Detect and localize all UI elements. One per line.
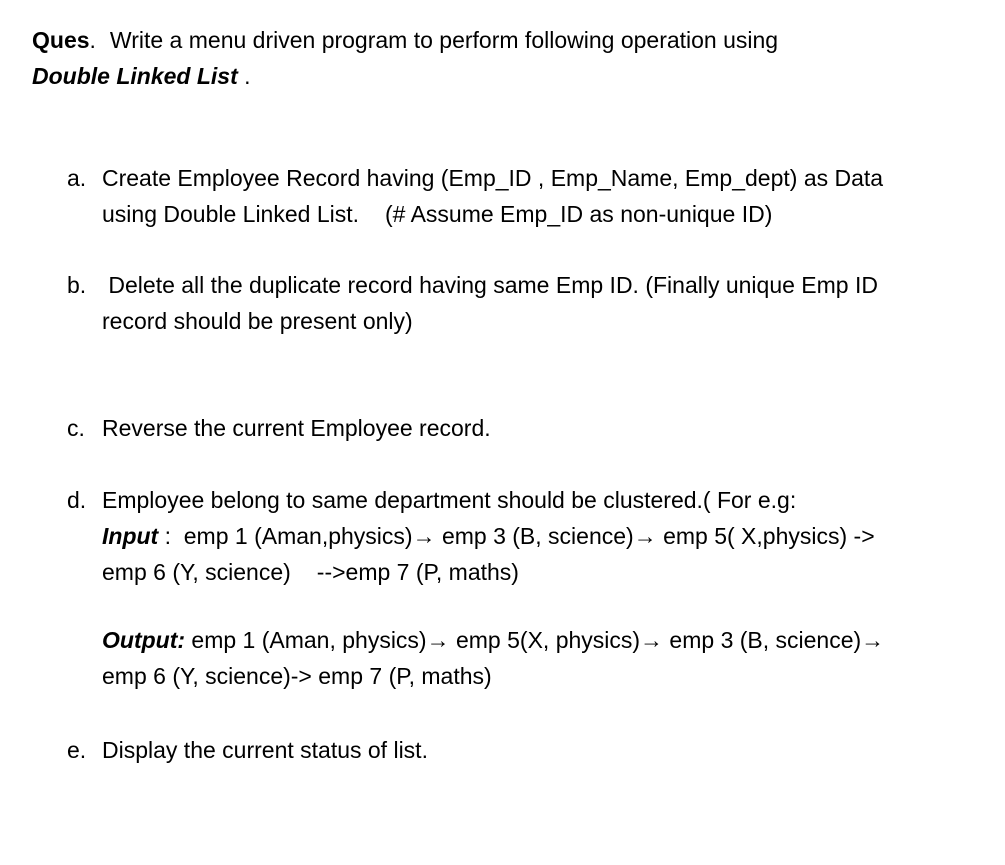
item-b-line-1: Delete all the duplicate record having same Emp ID. (Finally unique Emp ID bbox=[102, 272, 878, 298]
input-sequence-part-2a: emp 6 (Y, science) bbox=[102, 559, 291, 585]
item-body bbox=[102, 482, 967, 694]
item-a-line-2-part-2: (# Assume Emp_ID as non-unique ID) bbox=[385, 201, 773, 227]
item-letter: d. bbox=[67, 487, 87, 513]
question-line-1 bbox=[32, 22, 972, 58]
item-d-output-line-1 bbox=[102, 622, 967, 658]
item-c-line-1: Reverse the current Employee record. bbox=[102, 415, 491, 441]
item-letter: e. bbox=[67, 737, 87, 763]
list-item-d bbox=[67, 482, 967, 694]
item-a-line-2-part-1: using Double Linked List. bbox=[102, 201, 359, 227]
output-example bbox=[102, 622, 967, 694]
item-a-line-2 bbox=[102, 196, 967, 232]
question-topic: Double Linked List bbox=[32, 63, 238, 89]
list-item-b bbox=[67, 267, 967, 339]
item-letter: a. bbox=[67, 165, 87, 191]
item-b-line-2: record should be present only) bbox=[102, 308, 413, 334]
input-sequence-part-1: emp 1 (Aman,physics)→ emp 3 (B, science)→ emp 5( X,physics) -> bbox=[183, 523, 875, 549]
item-d-output-line-2: emp 6 (Y, science)-> emp 7 (P, maths) bbox=[102, 663, 492, 689]
question-line-2 bbox=[32, 58, 972, 94]
list-item-c bbox=[67, 410, 967, 446]
item-body bbox=[102, 160, 967, 232]
question-separator: . bbox=[89, 27, 96, 53]
input-label: Input bbox=[102, 523, 159, 549]
question-header bbox=[32, 22, 972, 94]
list-item-a bbox=[67, 160, 967, 232]
item-d-input-line-2 bbox=[102, 554, 967, 590]
item-letter: b. bbox=[67, 272, 87, 298]
question-prompt: Write a menu driven program to perform following operation using bbox=[109, 27, 779, 53]
item-d-input-line-1 bbox=[102, 518, 967, 554]
item-a-line-1: Create Employee Record having (Emp_ID , Emp_Name, Emp_dept) as Data bbox=[102, 165, 884, 191]
output-label: Output: bbox=[102, 627, 186, 653]
input-sequence-part-2b: -->emp 7 (P, maths) bbox=[316, 559, 519, 585]
question-topic-suffix: . bbox=[237, 63, 251, 89]
list-item-e bbox=[67, 732, 967, 768]
item-body bbox=[102, 410, 967, 446]
item-e-line-1: Display the current status of list. bbox=[102, 737, 428, 763]
input-colon: : bbox=[158, 523, 184, 549]
item-letter: c. bbox=[67, 415, 85, 441]
question-label: Ques bbox=[32, 27, 90, 53]
output-sequence-part-1: emp 1 (Aman, physics)→ emp 5(X, physics)→ emp 3 (B, science)→ bbox=[185, 627, 885, 653]
item-d-line-1: Employee belong to same department should be clustered.( For e.g: bbox=[102, 487, 797, 513]
item-body bbox=[102, 732, 967, 768]
item-body bbox=[102, 267, 967, 339]
